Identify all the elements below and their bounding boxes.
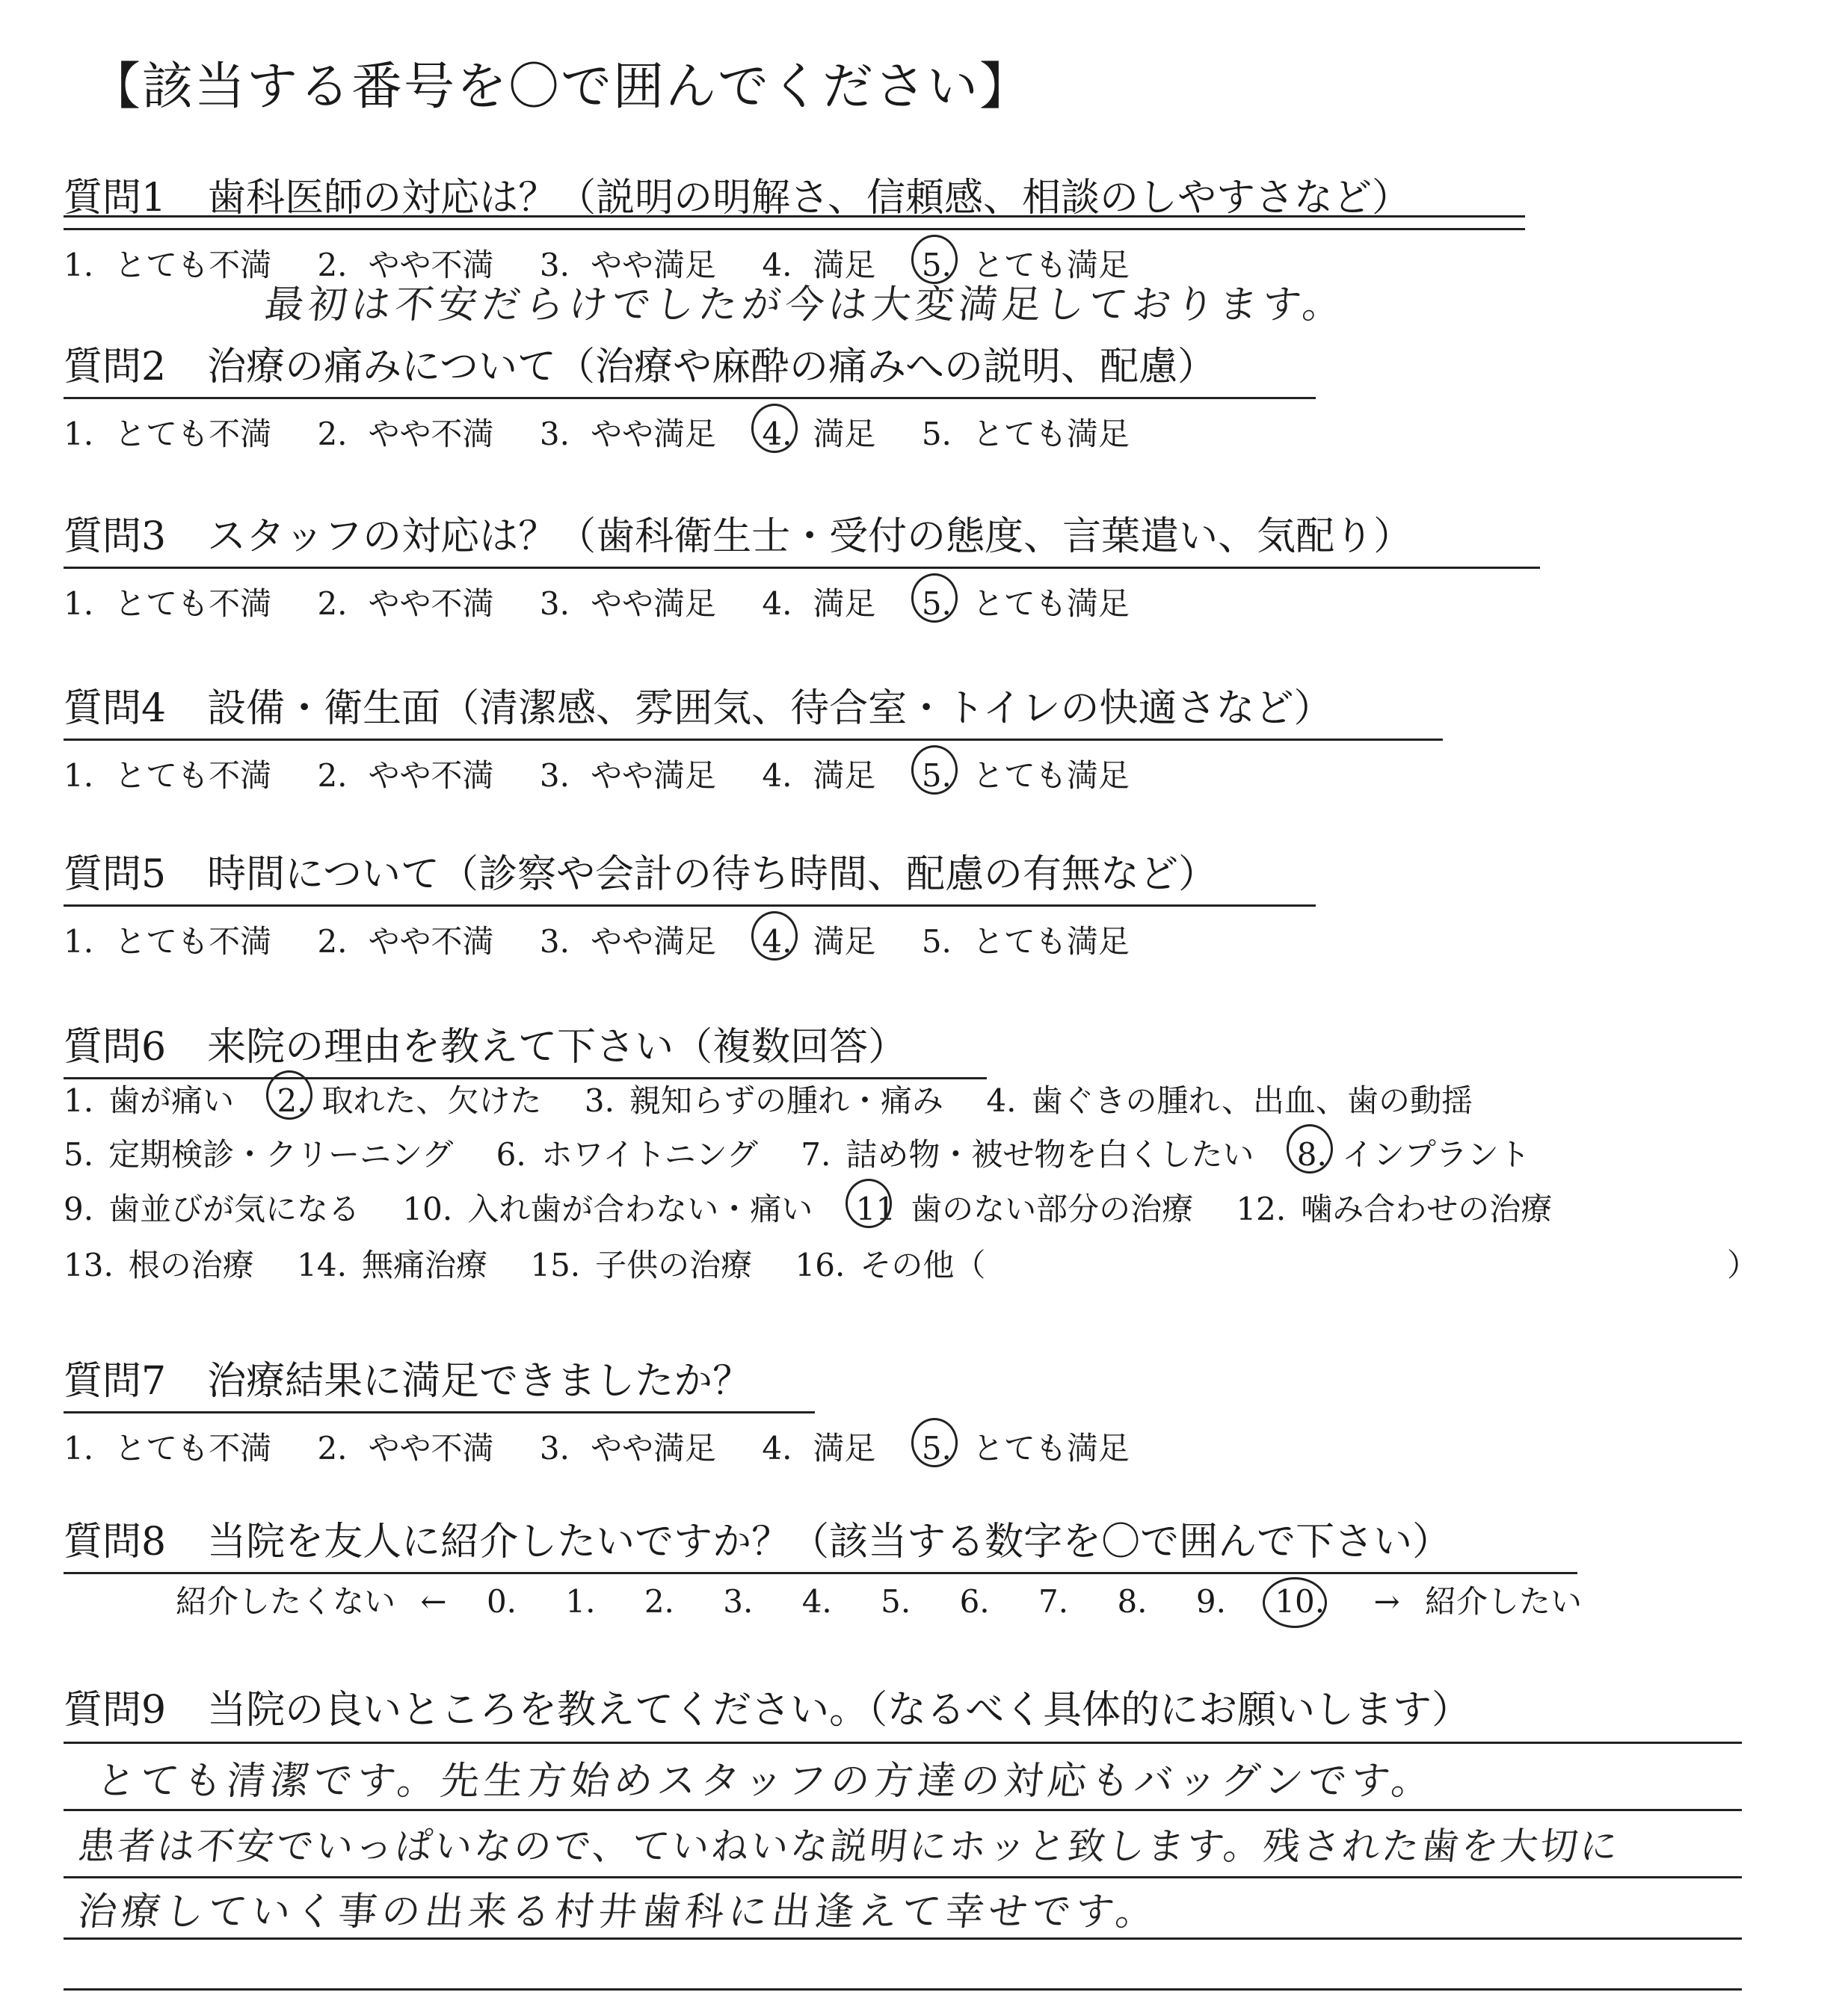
question-2 (64, 335, 1316, 454)
scale-9[interactable]: 9. (1195, 1583, 1226, 1620)
option-4-circled[interactable]: 4. 満足 (762, 416, 876, 452)
handwritten-comment-q1: 最初は不安だらけでしたが今は大変満足しております。 (262, 283, 1349, 327)
option-13[interactable]: 13. 根の治療 (64, 1247, 254, 1283)
scale-2[interactable]: 2. (644, 1583, 674, 1620)
scale-7[interactable]: 7. (1038, 1583, 1069, 1620)
question-text: スタッフの対応は？（歯科衛生士・受付の態度、言葉遣い、気配り） (207, 514, 1413, 559)
answer-rule-3 (64, 1876, 1742, 1878)
question-7-options (64, 1424, 1165, 1469)
recommend-scale (176, 1577, 1582, 1622)
option-5[interactable]: 5. とても満足 (921, 416, 1130, 452)
left-arrow-icon: ← (420, 1583, 447, 1620)
question-number: 質問8 (64, 1520, 167, 1564)
option-5[interactable]: 5. 定期検診・クリーニング (64, 1136, 454, 1173)
option-10[interactable]: 10. 入れ歯が合わない・痛い (402, 1191, 813, 1227)
option-14[interactable]: 14. 無痛治療 (297, 1247, 487, 1283)
option-2[interactable]: 2. やや不満 (317, 416, 494, 452)
question-9 (64, 1678, 1470, 1734)
question-7-title (64, 1349, 815, 1413)
option-3[interactable]: 3. やや満足 (539, 923, 716, 960)
option-1[interactable]: 1. とても不満 (64, 1430, 272, 1467)
scale-10-circled[interactable]: 10. (1275, 1583, 1325, 1620)
question-text: 治療結果に満足できましたか？ (207, 1359, 752, 1404)
question-4-title (64, 676, 1443, 741)
handwritten-answer-line-2: 患者は不安でいっぱいなので、ていねいな説明にホッと致します。残された歯を大切に (76, 1825, 1622, 1868)
underline (64, 215, 1525, 218)
scale-left-label: 紹介したくない (176, 1583, 396, 1620)
question-number: 質問2 (64, 345, 167, 389)
option-1[interactable]: 1. とても不満 (64, 416, 272, 452)
option-7[interactable]: 7. 詰め物・被せ物を白くしたい (801, 1136, 1254, 1173)
question-4-options (64, 751, 1443, 796)
question-number: 質問7 (64, 1359, 167, 1404)
question-number: 質問9 (64, 1688, 167, 1733)
question-8-title (64, 1510, 1577, 1574)
question-6 (64, 1015, 987, 1079)
question-3 (64, 505, 1540, 624)
question-1 (64, 166, 1525, 286)
option-5-circled[interactable]: 5. とても満足 (921, 1430, 1130, 1467)
option-4[interactable]: 4. 満足 (762, 585, 876, 622)
option-4[interactable]: 4. 歯ぐきの腫れ、出血、歯の動揺 (986, 1082, 1473, 1119)
option-4[interactable]: 4. 満足 (762, 1430, 876, 1467)
question-number: 質問6 (64, 1025, 167, 1070)
scale-0[interactable]: 0. (486, 1583, 517, 1620)
option-1[interactable]: 1. とても不満 (64, 585, 272, 622)
answer-rule-2 (64, 1809, 1742, 1811)
option-5-circled[interactable]: 5. とても満足 (921, 585, 1130, 622)
option-3[interactable]: 3. やや満足 (539, 247, 716, 283)
option-2[interactable]: 2. やや不満 (317, 1430, 494, 1467)
scale-6[interactable]: 6. (959, 1583, 990, 1620)
question-1-title (64, 166, 1525, 230)
question-5 (64, 842, 1316, 962)
option-6[interactable]: 6. ホワイトニング (496, 1136, 758, 1173)
option-2[interactable]: 2. やや不満 (317, 247, 494, 283)
option-4[interactable]: 4. 満足 (762, 247, 876, 283)
option-2[interactable]: 2. やや不満 (317, 923, 494, 960)
question-6-title (64, 1015, 987, 1079)
scale-8[interactable]: 8. (1117, 1583, 1148, 1620)
question-6-row-4 (64, 1241, 1018, 1286)
option-1[interactable]: 1. とても不満 (64, 923, 272, 960)
option-2[interactable]: 2. やや不満 (317, 757, 494, 794)
option-5-circled[interactable]: 5. とても満足 (921, 757, 1130, 794)
option-3[interactable]: 3. やや満足 (539, 1430, 716, 1467)
question-text: 来院の理由を教えて下さい（複数回答） (207, 1025, 908, 1070)
answer-rule-1 (64, 1742, 1742, 1744)
question-text: 治療の痛みについて（治療や麻酔の痛みへの説明、配慮） (207, 345, 1217, 389)
scale-4[interactable]: 4. (801, 1583, 832, 1620)
option-8-circled[interactable]: 8. インプラント (1296, 1136, 1530, 1173)
question-number: 質問3 (64, 514, 167, 559)
question-text: 当院を友人に紹介したいですか？（該当する数字を〇で囲んで下さい） (207, 1520, 1452, 1564)
right-arrow-icon: → (1373, 1583, 1400, 1620)
option-1[interactable]: 1. とても不満 (64, 757, 272, 794)
scale-5[interactable]: 5. (881, 1583, 911, 1620)
question-number: 質問5 (64, 852, 167, 897)
option-5[interactable]: 5. とても満足 (921, 923, 1130, 960)
other-close-paren: ） (1727, 1247, 1759, 1283)
option-12[interactable]: 12. 噛み合わせの治療 (1236, 1191, 1553, 1227)
scale-3[interactable]: 3. (723, 1583, 754, 1620)
option-3[interactable]: 3. やや満足 (539, 416, 716, 452)
question-4 (64, 676, 1443, 796)
option-3[interactable]: 3. やや満足 (539, 757, 716, 794)
option-16-other[interactable]: 16. その他（ (795, 1247, 986, 1283)
option-2[interactable]: 2. やや不満 (317, 585, 494, 622)
scale-1[interactable]: 1. (565, 1583, 596, 1620)
question-6-row-2 (64, 1130, 1563, 1175)
question-number: 質問4 (64, 686, 167, 731)
handwritten-answer-line-1: とても清潔です。先生方始めスタッフの方達の対応もバッグンです。 (94, 1759, 1438, 1804)
question-3-title (64, 505, 1540, 569)
option-15[interactable]: 15. 子供の治療 (530, 1247, 753, 1283)
option-3[interactable]: 3. 親知らずの腫れ・痛み (584, 1082, 943, 1119)
question-number: 質問1 (64, 176, 167, 221)
option-9[interactable]: 9. 歯並びが気になる (64, 1191, 360, 1227)
option-1[interactable]: 1. とても不満 (64, 247, 272, 283)
option-4-circled[interactable]: 4. 満足 (762, 923, 876, 960)
question-5-title (64, 842, 1316, 907)
scale-right-label: 紹介したい (1425, 1583, 1583, 1620)
question-5-options (64, 917, 1316, 962)
question-2-options (64, 410, 1316, 454)
question-7 (64, 1349, 1165, 1469)
option-1[interactable]: 1. 歯が痛い (64, 1082, 235, 1119)
handwritten-answer-line-3: 治療していく事の出来る村井歯科に出逢えて幸せです。 (76, 1890, 1162, 1934)
answer-rule-5 (64, 1988, 1742, 1991)
question-text: 時間について（診察や会計の待ち時間、配慮の有無など） (207, 852, 1218, 897)
option-11-circled[interactable]: 11 歯のない部分の治療 (855, 1191, 1194, 1227)
question-8 (64, 1510, 1577, 1574)
question-6-row-1 (64, 1076, 1506, 1121)
option-2-circled[interactable]: 2. 取れた、欠けた (277, 1082, 542, 1119)
question-2-title (64, 335, 1316, 399)
question-9-title (64, 1678, 1470, 1734)
question-text: 歯科医師の対応は？（説明の明解さ、信頼感、相談のしやすさなど） (207, 176, 1411, 221)
option-3[interactable]: 3. やや満足 (539, 585, 716, 622)
answer-rule-4 (64, 1937, 1742, 1940)
instruction-heading: 【該当する番号を〇で囲んでください】 (90, 58, 1032, 117)
question-3-options (64, 579, 1540, 624)
question-6-row-3 (64, 1185, 1585, 1230)
question-text: 設備・衛生面（清潔感、雰囲気、待合室・トイレの快適さなど） (207, 686, 1333, 731)
option-4[interactable]: 4. 満足 (762, 757, 876, 794)
option-5-circled[interactable]: 5. とても満足 (921, 247, 1130, 283)
question-text: 当院の良いところを教えてください。（なるべく具体的にお願いします） (207, 1688, 1471, 1733)
